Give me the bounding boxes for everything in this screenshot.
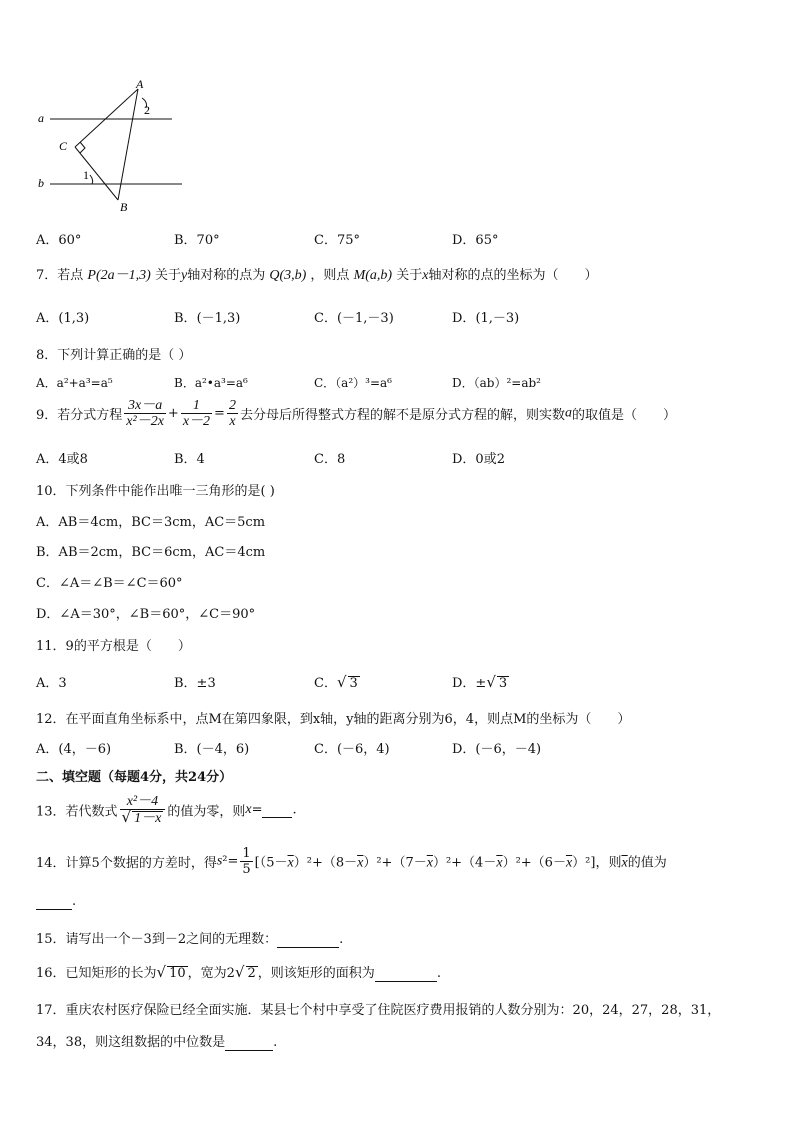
q16-stem: 16．已知矩形的长为√ 10 ，宽为2√ 2 ，则该矩形的面积为 . xyxy=(36,963,441,981)
q9-option-c[interactable]: C．8 xyxy=(314,452,346,467)
angle-1-arc xyxy=(90,175,93,184)
geometry-figure xyxy=(30,78,190,218)
q17-answer-blank[interactable] xyxy=(225,1035,273,1051)
label-b: b xyxy=(38,176,44,190)
q14-stem: 14．计算5个数据的方差时，得s²= $\frac{1}{5}$ $[(5-\overline{x})^2+(8-\overline{x})^2+(7-\overline{x})^2+(4-\overline{x})^2+(6-\overline{x})^2]$，则$\overline{x}$的值为 xyxy=(36,846,667,877)
label-2: 2 xyxy=(144,103,150,117)
q9-fraction-2: $\frac{1}{x-2}$ xyxy=(182,398,211,429)
q15-answer-blank[interactable] xyxy=(277,932,339,948)
segment-AC xyxy=(75,89,138,147)
q8-option-a[interactable]: A．a²+a³=a⁵ xyxy=(36,376,113,390)
q17-stem-line-2: 34，38，则这组数据的中位数是 . xyxy=(36,1035,278,1050)
q12-option-b[interactable]: B．(－4，6) xyxy=(174,742,250,757)
q12-option-c[interactable]: C．(－6，4) xyxy=(314,742,390,757)
q12-stem: 12．在平面直角坐标系中，点M在第四象限，到x轴，y轴的距离分别为6，4，则点M的坐标为（ ） xyxy=(36,712,631,727)
q8-option-b[interactable]: B．a²•a³=a⁶ xyxy=(174,376,248,390)
q10-option-d[interactable]: D．∠A＝30°，∠B＝60°，∠C＝90° xyxy=(36,607,256,622)
q9-fraction-1: $\frac{3x-a}{\text{x²－2x}}$ xyxy=(126,398,164,429)
q10-stem: 10．下列条件中能作出唯一三角形的是( ) xyxy=(36,484,275,499)
label-C: C xyxy=(59,139,68,153)
q14-answer-line: . xyxy=(36,894,76,910)
q10-option-b[interactable]: B．AB＝2cm，BC＝6cm，AC＝4cm xyxy=(36,545,266,560)
segment-AB xyxy=(118,89,138,200)
q12-option-d[interactable]: D．(－6，－4) xyxy=(452,742,542,757)
q6-option-b[interactable]: B．70° xyxy=(174,233,220,248)
q7-option-c[interactable]: C．(－1,－3) xyxy=(314,311,394,326)
q12-option-a[interactable]: A．(4，－6) xyxy=(36,742,112,757)
q13-answer-blank[interactable] xyxy=(262,802,292,818)
q10-option-c[interactable]: C．∠A＝∠B＝∠C＝60° xyxy=(36,576,183,591)
q9-option-b[interactable]: B．4 xyxy=(174,452,205,467)
label-a: a xyxy=(38,111,44,125)
q6-option-c[interactable]: C．75° xyxy=(314,233,360,248)
q9-option-a[interactable]: A．4或8 xyxy=(36,452,88,467)
q8-option-c[interactable]: C．（a²）³=a⁶ xyxy=(314,376,392,390)
q13-stem: 13．若代数式 $\frac{\text{x²－4}}{√ 1-x}$ 的值为零，则x= . xyxy=(36,794,297,826)
right-angle-mark xyxy=(80,142,85,153)
q6-option-d[interactable]: D．65° xyxy=(452,233,499,248)
q9-stem: 9．若分式方程 $\frac{3x-a}{\text{x²－2x}}$ + $\frac{1}{x-2}$ = $\frac{2}{x}$ 去分母后所得整式方程的解不是原分式方程的解，则实数a的取值是（ ） xyxy=(36,398,676,429)
q7-option-a[interactable]: A．(1,3) xyxy=(36,311,90,326)
q13-fraction: $\frac{\text{x²－4}}{√ 1-x}$ xyxy=(120,794,166,826)
q11-stem: 11．9的平方根是（ ） xyxy=(36,639,191,654)
section-title-fill-blank: 二、填空题（每题4分，共24分） xyxy=(36,770,233,785)
q9-fraction-3: $\frac{2}{x}$ xyxy=(228,398,236,429)
q7-option-b[interactable]: B．(－1,3) xyxy=(174,311,241,326)
q16-answer-blank[interactable] xyxy=(375,966,437,982)
q17-stem-line-1: 17．重庆农村医疗保险已经全面实施．某县七个村中享受了住院医疗费用报销的人数分别为：20，24，27，28，31， xyxy=(36,1003,721,1018)
q10-option-a[interactable]: A．AB＝4cm，BC＝3cm，AC＝5cm xyxy=(36,515,266,530)
q8-stem: 8．下列计算正确的是（ ） xyxy=(36,348,192,363)
q11-option-a[interactable]: A．3 xyxy=(36,676,67,691)
q11-option-b[interactable]: B．±3 xyxy=(174,676,216,691)
q14-fraction: $\frac{1}{5}$ xyxy=(242,846,251,877)
q14-answer-blank[interactable] xyxy=(36,894,72,910)
segment-CB xyxy=(75,147,118,200)
q15-stem: 15．请写出一个－3到－2之间的无理数： . xyxy=(36,932,344,947)
label-B: B xyxy=(120,200,128,214)
label-1: 1 xyxy=(83,168,89,182)
q7-stem: 7．若点 P(2a－1,3) 关于y轴对称的点为 Q(3,b) ，则点 M(a,b) 关于x轴对称的点的坐标为（ ） xyxy=(36,268,598,283)
q11-option-c[interactable]: C．√ 3 xyxy=(314,673,358,691)
q6-option-a[interactable]: A．60° xyxy=(36,233,82,248)
q9-option-d[interactable]: D．0或2 xyxy=(452,452,505,467)
q7-option-d[interactable]: D．(1,－3) xyxy=(452,311,520,326)
q11-option-d[interactable]: D．±√ 3 xyxy=(452,673,508,691)
label-A: A xyxy=(136,78,144,91)
q8-option-d[interactable]: D．（ab）²=ab² xyxy=(452,376,541,390)
